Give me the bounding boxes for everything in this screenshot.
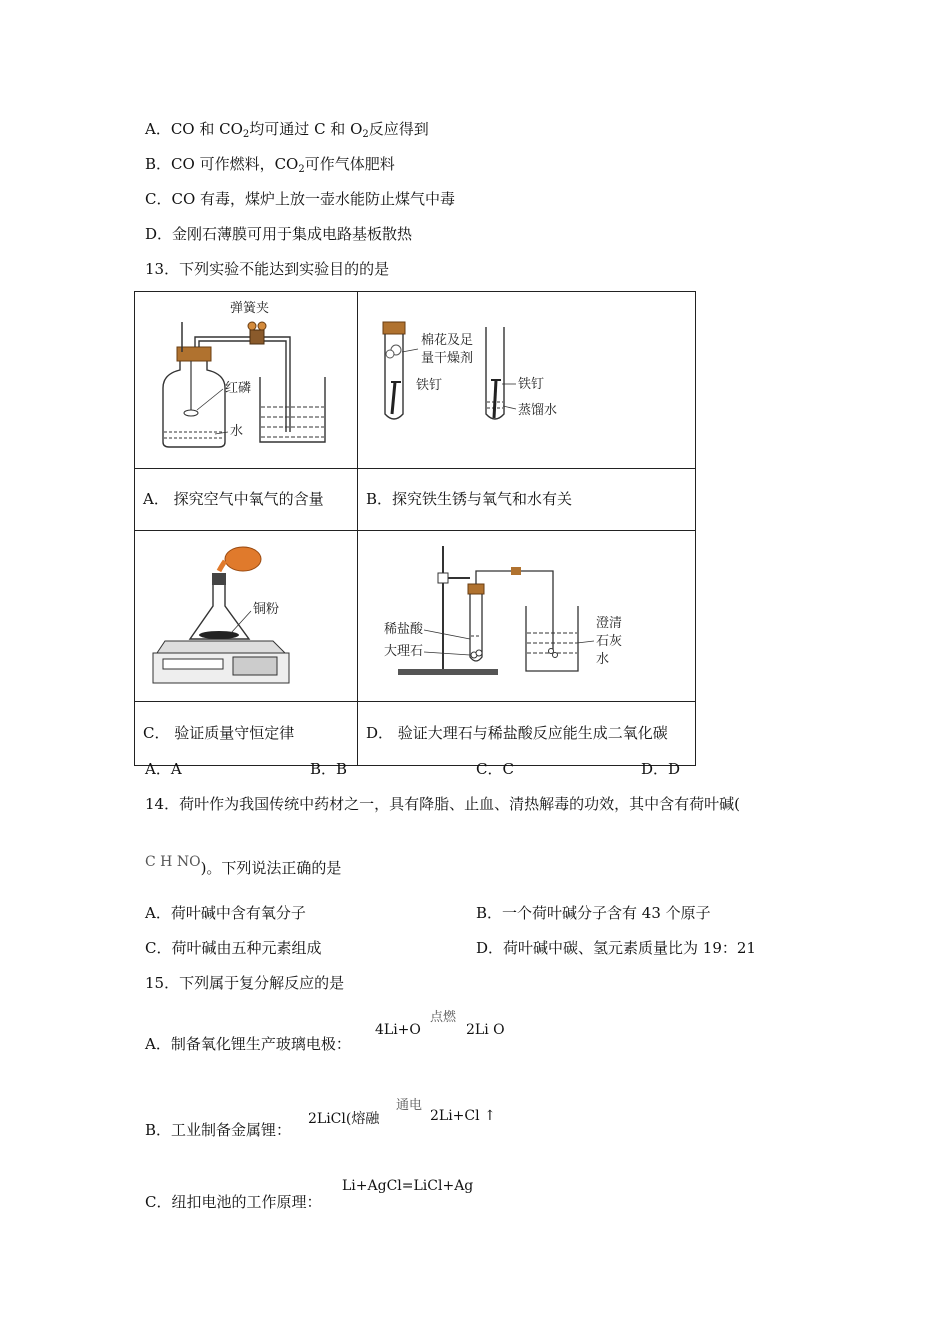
figure-d-cell <box>358 531 696 702</box>
q15-option-b-label: B．工业制备金属锂： <box>145 1121 292 1139</box>
q15-a-left: 4Li+O <box>375 1022 421 1038</box>
label-limewater-2: 石灰 <box>596 634 623 649</box>
q12-option-b: B．CO 可作燃料，$CO_2$可作气体肥料 <box>145 155 395 175</box>
label-marble: 大理石 <box>384 644 424 659</box>
experiment-table <box>134 291 696 766</box>
label-desiccant: 量干燥剂 <box>421 351 474 366</box>
q14-option-c: C．荷叶碱由五种元素组成 <box>145 939 322 957</box>
q15-option-c-label: C．纽扣电池的工作原理： <box>145 1193 322 1211</box>
label-copper-powder: 铜粉 <box>253 602 280 617</box>
label-red-phosphorus: 红磷 <box>225 381 252 396</box>
q15-a-right: 2Li O <box>466 1022 505 1038</box>
caption-d: D． 验证大理石与稀盐酸反应能生成二氧化碳 <box>358 702 696 766</box>
q13-answer-c: C．C <box>476 760 514 778</box>
label-limewater-3: 水 <box>596 652 610 667</box>
q13-answer-a: A．A <box>145 760 182 778</box>
q15-option-a-label: A．制备氧化锂生产玻璃电极： <box>145 1035 351 1053</box>
figure-a-cell <box>135 292 358 469</box>
figure-c-cell <box>135 531 358 702</box>
label-clip: 弹簧夹 <box>230 301 270 316</box>
q12-option-c: C．CO 有毒，煤炉上放一壶水能防止煤气中毒 <box>145 190 456 208</box>
q14-stem: 14．荷叶作为我国传统中药材之一，具有降脂、止血、清热解毒的功效，其中含有荷叶碱( <box>145 795 740 813</box>
label-water: 水 <box>230 424 244 439</box>
q15-b-condition: 通电 <box>396 1098 423 1113</box>
q12-option-a: A．CO 和 $CO_2$均可通过 C 和 $O_2$反应得到 <box>145 120 429 140</box>
q13-stem: 13．下列实验不能达到实验目的的是 <box>145 260 390 278</box>
q14-stem-cont: C H NO)。下列说法正确的是 <box>145 854 342 877</box>
oxygen-content-apparatus <box>135 292 357 464</box>
label-distilled-water: 蒸馏水 <box>518 403 558 418</box>
caption-b: B．探究铁生锈与氧气和水有关 <box>358 469 696 531</box>
q12-option-d: D．金刚石薄膜可用于集成电路基板散热 <box>145 225 413 243</box>
q13-answer-b: B．B <box>310 760 348 778</box>
q15-b-right: 2Li+Cl ↑ <box>430 1108 496 1124</box>
label-hydrochloric-acid: 稀盐酸 <box>384 622 424 637</box>
label-nail-1: 铁钉 <box>416 378 443 393</box>
label-cotton: 棉花及足 <box>421 333 474 348</box>
q15-c-equation: Li+AgCl=LiCl+Ag <box>342 1178 474 1194</box>
q14-formula: C H NO <box>145 854 201 870</box>
co2-test-apparatus <box>358 531 695 697</box>
q14-option-a: A．荷叶碱中含有氧分子 <box>145 904 306 922</box>
q15-a-condition: 点燃 <box>430 1010 457 1025</box>
q13-answer-d: D．D <box>641 760 681 778</box>
label-limewater-1: 澄清 <box>596 616 623 631</box>
caption-a: A． 探究空气中氧气的含量 <box>135 469 358 531</box>
caption-c: C． 验证质量守恒定律 <box>135 702 358 766</box>
q15-b-left: 2LiCl(熔融 <box>308 1111 380 1127</box>
q14-option-d: D．荷叶碱中碳、氢元素质量比为 19：21 <box>476 939 756 957</box>
q14-option-b: B．一个荷叶碱分子含有 43 个原子 <box>476 904 711 922</box>
mass-conservation-apparatus <box>135 531 357 697</box>
label-nail-2: 铁钉 <box>518 377 545 392</box>
q15-stem: 15．下列属于复分解反应的是 <box>145 974 345 992</box>
figure-b-cell <box>358 292 696 469</box>
iron-rust-apparatus <box>358 292 695 464</box>
